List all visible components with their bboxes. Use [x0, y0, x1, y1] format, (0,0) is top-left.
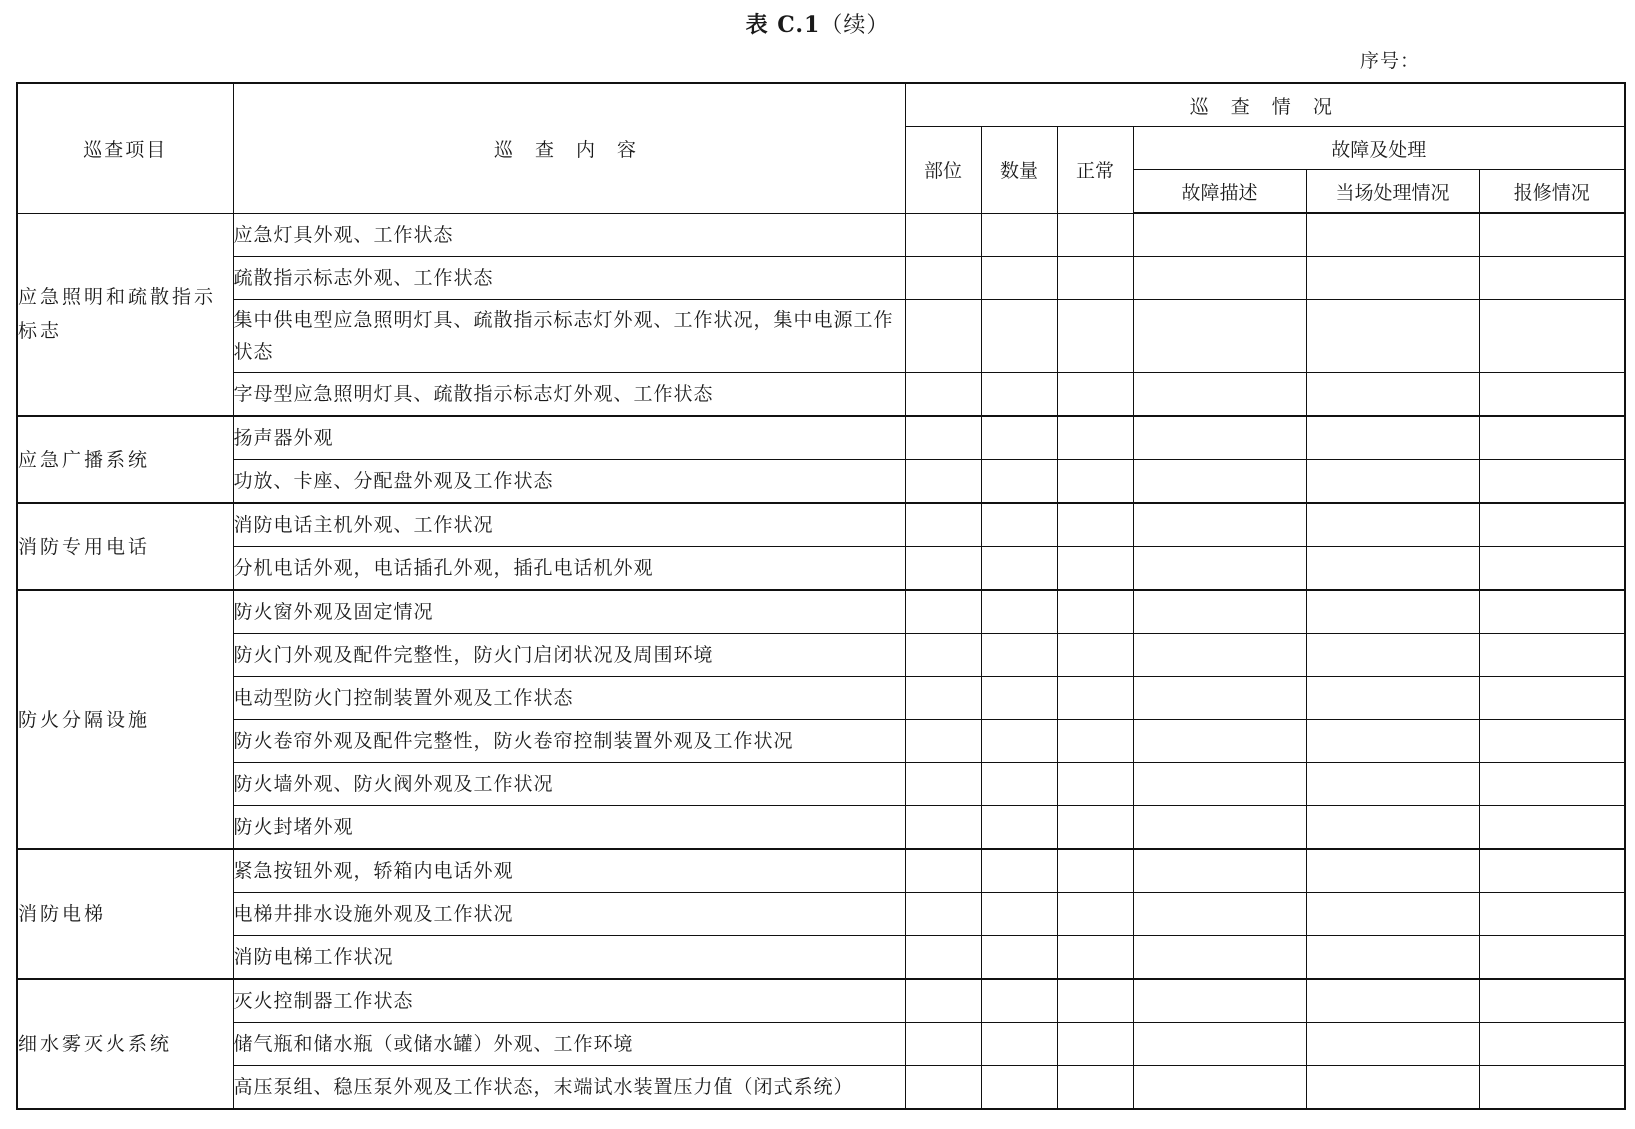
cell-fault-description[interactable]	[1133, 213, 1306, 257]
table-continued: （续）	[820, 13, 890, 38]
table-row	[17, 373, 1625, 417]
cell-quantity[interactable]	[981, 720, 1057, 763]
cell-fault-description[interactable]	[1133, 677, 1306, 720]
cell-quantity[interactable]	[981, 590, 1057, 634]
cell-quantity[interactable]	[981, 460, 1057, 504]
cell-location[interactable]	[905, 300, 981, 373]
cell-location[interactable]	[905, 257, 981, 300]
cell-quantity[interactable]	[981, 1023, 1057, 1066]
cell-repair-report[interactable]	[1479, 634, 1625, 677]
cell-onsite-handling[interactable]	[1306, 720, 1479, 763]
col-header-onsite-handling: 当场处理情况	[1306, 170, 1479, 214]
cell-location[interactable]	[905, 849, 981, 893]
col-header-quantity: 数量	[981, 127, 1057, 214]
inspection-content: 分机电话外观，电话插孔外观，插孔电话机外观	[233, 547, 905, 591]
table-row	[17, 503, 1625, 547]
inspection-content: 高压泵组、稳压泵外观及工作状态，末端试水装置压力值（闭式系统）	[233, 1066, 905, 1110]
cell-fault-description[interactable]	[1133, 634, 1306, 677]
cell-quantity[interactable]	[981, 373, 1057, 417]
cell-onsite-handling[interactable]	[1306, 763, 1479, 806]
cell-onsite-handling[interactable]	[1306, 1066, 1479, 1110]
table-row	[17, 1066, 1625, 1110]
col-header-fault-description: 故障描述	[1133, 170, 1306, 214]
cell-fault-description[interactable]	[1133, 300, 1306, 373]
cell-normal[interactable]	[1057, 677, 1133, 720]
cell-onsite-handling[interactable]	[1306, 1023, 1479, 1066]
cell-repair-report[interactable]	[1479, 373, 1625, 417]
cell-repair-report[interactable]	[1479, 893, 1625, 936]
cell-repair-report[interactable]	[1479, 677, 1625, 720]
table-title	[0, 8, 1635, 39]
inspection-item: 消防专用电话	[17, 503, 233, 590]
cell-repair-report[interactable]	[1479, 849, 1625, 893]
inspection-content: 功放、卡座、分配盘外观及工作状态	[233, 460, 905, 504]
cell-quantity[interactable]	[981, 936, 1057, 980]
cell-repair-report[interactable]	[1479, 416, 1625, 460]
cell-location[interactable]	[905, 720, 981, 763]
cell-normal[interactable]	[1057, 763, 1133, 806]
table-row	[17, 936, 1625, 980]
cell-fault-description[interactable]	[1133, 373, 1306, 417]
cell-location[interactable]	[905, 763, 981, 806]
cell-onsite-handling[interactable]	[1306, 634, 1479, 677]
col-header-normal: 正常	[1057, 127, 1133, 214]
cell-fault-description[interactable]	[1133, 1066, 1306, 1110]
table-body	[17, 213, 1625, 1109]
inspection-item: 应急照明和疏散指示标志	[17, 213, 233, 416]
inspection-content: 集中供电型应急照明灯具、疏散指示标志灯外观、工作状况，集中电源工作状态	[233, 300, 905, 373]
cell-quantity[interactable]	[981, 634, 1057, 677]
cell-repair-report[interactable]	[1479, 806, 1625, 850]
cell-onsite-handling[interactable]	[1306, 460, 1479, 504]
table-row	[17, 547, 1625, 591]
cell-onsite-handling[interactable]	[1306, 849, 1479, 893]
cell-onsite-handling[interactable]	[1306, 257, 1479, 300]
inspection-table	[16, 82, 1626, 1110]
cell-location[interactable]	[905, 634, 981, 677]
cell-normal[interactable]	[1057, 893, 1133, 936]
cell-quantity[interactable]	[981, 893, 1057, 936]
inspection-content: 字母型应急照明灯具、疏散指示标志灯外观、工作状态	[233, 373, 905, 417]
cell-repair-report[interactable]	[1479, 720, 1625, 763]
table-row	[17, 257, 1625, 300]
cell-quantity[interactable]	[981, 849, 1057, 893]
cell-normal[interactable]	[1057, 936, 1133, 980]
cell-fault-description[interactable]	[1133, 893, 1306, 936]
inspection-content: 防火窗外观及固定情况	[233, 590, 905, 634]
cell-fault-description[interactable]	[1133, 936, 1306, 980]
table-row	[17, 849, 1625, 893]
col-header-location: 部位	[905, 127, 981, 214]
cell-repair-report[interactable]	[1479, 763, 1625, 806]
table-row	[17, 213, 1625, 257]
cell-fault-description[interactable]	[1133, 503, 1306, 547]
cell-fault-description[interactable]	[1133, 590, 1306, 634]
inspection-content: 防火卷帘外观及配件完整性，防火卷帘控制装置外观及工作状况	[233, 720, 905, 763]
inspection-content: 消防电话主机外观、工作状况	[233, 503, 905, 547]
inspection-item: 防火分隔设施	[17, 590, 233, 849]
cell-normal[interactable]	[1057, 503, 1133, 547]
table-row	[17, 806, 1625, 850]
cell-onsite-handling[interactable]	[1306, 936, 1479, 980]
cell-quantity[interactable]	[981, 416, 1057, 460]
table-row	[17, 677, 1625, 720]
cell-normal[interactable]	[1057, 416, 1133, 460]
cell-location[interactable]	[905, 936, 981, 980]
table-number: 表 C.1	[745, 12, 821, 38]
col-header-fault-group: 故障及处理	[1133, 127, 1625, 170]
cell-repair-report[interactable]	[1479, 503, 1625, 547]
cell-location[interactable]	[905, 416, 981, 460]
cell-fault-description[interactable]	[1133, 460, 1306, 504]
cell-quantity[interactable]	[981, 1066, 1057, 1110]
cell-normal[interactable]	[1057, 300, 1133, 373]
cell-normal[interactable]	[1057, 213, 1133, 257]
cell-fault-description[interactable]	[1133, 849, 1306, 893]
cell-normal[interactable]	[1057, 257, 1133, 300]
cell-repair-report[interactable]	[1479, 300, 1625, 373]
inspection-content: 防火封堵外观	[233, 806, 905, 850]
cell-normal[interactable]	[1057, 1023, 1133, 1066]
table-header	[17, 83, 1625, 213]
cell-onsite-handling[interactable]	[1306, 893, 1479, 936]
cell-quantity[interactable]	[981, 257, 1057, 300]
cell-normal[interactable]	[1057, 1066, 1133, 1110]
cell-onsite-handling[interactable]	[1306, 300, 1479, 373]
inspection-content: 电动型防火门控制装置外观及工作状态	[233, 677, 905, 720]
cell-quantity[interactable]	[981, 300, 1057, 373]
table-row	[17, 634, 1625, 677]
inspection-content: 电梯井排水设施外观及工作状况	[233, 893, 905, 936]
table-row	[17, 763, 1625, 806]
cell-normal[interactable]	[1057, 547, 1133, 591]
cell-onsite-handling[interactable]	[1306, 806, 1479, 850]
cell-repair-report[interactable]	[1479, 936, 1625, 980]
cell-repair-report[interactable]	[1479, 1023, 1625, 1066]
cell-location[interactable]	[905, 979, 981, 1023]
cell-location[interactable]	[905, 590, 981, 634]
cell-onsite-handling[interactable]	[1306, 416, 1479, 460]
cell-repair-report[interactable]	[1479, 979, 1625, 1023]
inspection-content: 消防电梯工作状况	[233, 936, 905, 980]
table-row	[17, 893, 1625, 936]
cell-normal[interactable]	[1057, 373, 1133, 417]
cell-normal[interactable]	[1057, 460, 1133, 504]
cell-fault-description[interactable]	[1133, 979, 1306, 1023]
cell-normal[interactable]	[1057, 849, 1133, 893]
cell-onsite-handling[interactable]	[1306, 213, 1479, 257]
inspection-item: 消防电梯	[17, 849, 233, 979]
cell-location[interactable]	[905, 460, 981, 504]
cell-onsite-handling[interactable]	[1306, 677, 1479, 720]
cell-location[interactable]	[905, 547, 981, 591]
cell-location[interactable]	[905, 213, 981, 257]
cell-repair-report[interactable]	[1479, 213, 1625, 257]
inspection-content: 紧急按钮外观，轿箱内电话外观	[233, 849, 905, 893]
inspection-content: 疏散指示标志外观、工作状态	[233, 257, 905, 300]
cell-quantity[interactable]	[981, 806, 1057, 850]
table-row	[17, 1023, 1625, 1066]
cell-fault-description[interactable]	[1133, 763, 1306, 806]
inspection-content: 灭火控制器工作状态	[233, 979, 905, 1023]
cell-normal[interactable]	[1057, 720, 1133, 763]
cell-repair-report[interactable]	[1479, 547, 1625, 591]
cell-location[interactable]	[905, 893, 981, 936]
col-header-content: 巡 查 内 容	[233, 83, 905, 213]
inspection-item: 细水雾灭火系统	[17, 979, 233, 1109]
inspection-content: 防火门外观及配件完整性，防火门启闭状况及周围环境	[233, 634, 905, 677]
serial-number-label: 序号：	[1360, 50, 1421, 72]
cell-quantity[interactable]	[981, 213, 1057, 257]
col-header-item: 巡查项目	[17, 83, 233, 213]
cell-onsite-handling[interactable]	[1306, 503, 1479, 547]
cell-normal[interactable]	[1057, 806, 1133, 850]
cell-fault-description[interactable]	[1133, 416, 1306, 460]
cell-fault-description[interactable]	[1133, 1023, 1306, 1066]
cell-repair-report[interactable]	[1479, 1066, 1625, 1110]
cell-quantity[interactable]	[981, 547, 1057, 591]
cell-repair-report[interactable]	[1479, 590, 1625, 634]
cell-normal[interactable]	[1057, 634, 1133, 677]
cell-repair-report[interactable]	[1479, 257, 1625, 300]
cell-onsite-handling[interactable]	[1306, 979, 1479, 1023]
cell-normal[interactable]	[1057, 590, 1133, 634]
col-header-repair-report: 报修情况	[1479, 170, 1625, 214]
cell-location[interactable]	[905, 1023, 981, 1066]
cell-location[interactable]	[905, 503, 981, 547]
table-row	[17, 460, 1625, 504]
cell-location[interactable]	[905, 1066, 981, 1110]
col-header-status-group: 巡 查 情 况	[905, 83, 1625, 127]
inspection-content: 防火墙外观、防火阀外观及工作状况	[233, 763, 905, 806]
cell-normal[interactable]	[1057, 979, 1133, 1023]
cell-quantity[interactable]	[981, 763, 1057, 806]
cell-fault-description[interactable]	[1133, 547, 1306, 591]
cell-location[interactable]	[905, 677, 981, 720]
cell-repair-report[interactable]	[1479, 460, 1625, 504]
cell-quantity[interactable]	[981, 503, 1057, 547]
table-row	[17, 590, 1625, 634]
cell-fault-description[interactable]	[1133, 806, 1306, 850]
inspection-item: 应急广播系统	[17, 416, 233, 503]
cell-quantity[interactable]	[981, 677, 1057, 720]
cell-onsite-handling[interactable]	[1306, 590, 1479, 634]
table-row	[17, 416, 1625, 460]
table-row	[17, 300, 1625, 373]
cell-location[interactable]	[905, 806, 981, 850]
cell-onsite-handling[interactable]	[1306, 547, 1479, 591]
cell-fault-description[interactable]	[1133, 257, 1306, 300]
cell-onsite-handling[interactable]	[1306, 373, 1479, 417]
table-row	[17, 720, 1625, 763]
cell-fault-description[interactable]	[1133, 720, 1306, 763]
cell-location[interactable]	[905, 373, 981, 417]
inspection-content: 应急灯具外观、工作状态	[233, 213, 905, 257]
table-row	[17, 979, 1625, 1023]
inspection-content: 扬声器外观	[233, 416, 905, 460]
cell-quantity[interactable]	[981, 979, 1057, 1023]
inspection-content: 储气瓶和储水瓶（或储水罐）外观、工作环境	[233, 1023, 905, 1066]
